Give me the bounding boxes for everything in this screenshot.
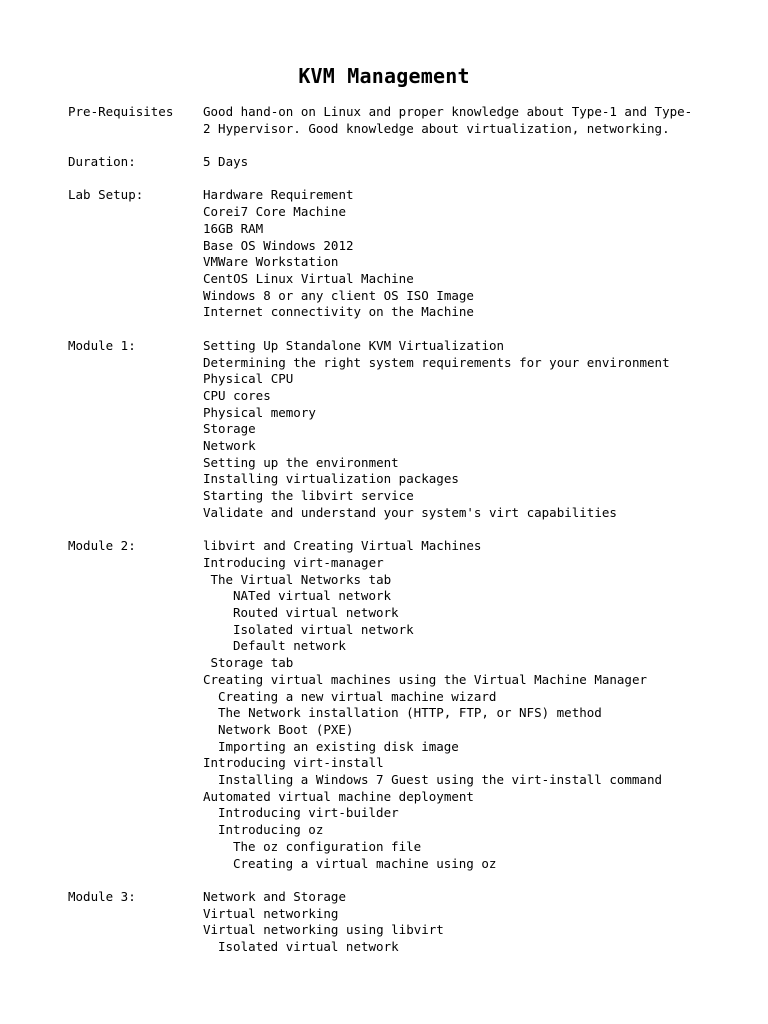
section-label: Duration: xyxy=(68,154,136,170)
section-line: 5 Days xyxy=(203,154,249,170)
section-line: Physical CPU xyxy=(203,371,294,387)
section-line: Creating a new virtual machine wizard xyxy=(218,688,497,704)
section-line: Network xyxy=(203,438,256,454)
section-line: The Virtual Networks tab xyxy=(210,571,392,587)
section-line: Introducing virt-install xyxy=(203,755,384,771)
section-line: Validate and understand your system's virt capabilities xyxy=(203,504,617,520)
section-label: Module 3: xyxy=(68,888,136,904)
outline-section xyxy=(68,889,748,956)
section-line: 2 Hypervisor. Good knowledge about virtualization, networking. xyxy=(203,120,670,136)
section-line: Creating a virtual machine using oz xyxy=(233,855,497,871)
section-content xyxy=(203,338,748,522)
section-line: CPU cores xyxy=(203,387,271,403)
section-label: Lab Setup: xyxy=(68,187,144,203)
section-line: Isolated virtual network xyxy=(233,621,414,637)
section-line: CentOS Linux Virtual Machine xyxy=(203,271,414,286)
outline-section xyxy=(68,187,748,321)
section-line: Physical memory xyxy=(203,404,316,420)
section-line: Storage tab xyxy=(210,655,294,671)
section-line: Starting the libvirt service xyxy=(203,488,414,504)
section-line: Corei7 Core Machine xyxy=(203,204,346,220)
section-line: Windows 8 or any client OS ISO Image xyxy=(203,287,474,303)
section-line: Internet connectivity on the Machine xyxy=(203,304,474,320)
section-line: Creating virtual machines using the Virtual Machine Manager xyxy=(203,671,648,687)
section-label: Pre-Requisites xyxy=(68,104,174,119)
section-line: Good hand-on on Linux and proper knowledge about Type-1 and Type- xyxy=(203,104,693,119)
section-line: Setting up the environment xyxy=(203,454,399,470)
section-line: Automated virtual machine deployment xyxy=(203,788,474,804)
section-line: The oz configuration file xyxy=(233,838,422,854)
section-line: Base OS Windows 2012 xyxy=(203,237,354,253)
section-content xyxy=(203,104,748,137)
section-label: Module 2: xyxy=(68,538,136,554)
section-line: Installing virtualization packages xyxy=(203,471,459,487)
section-line: Introducing virt-manager xyxy=(203,554,384,570)
section-line: 16GB RAM xyxy=(203,220,264,236)
outline-section xyxy=(68,338,748,522)
section-line: Network and Storage xyxy=(203,888,346,904)
section-line: Virtual networking using libvirt xyxy=(203,922,444,938)
section-content xyxy=(203,154,748,171)
section-line: Installing a Windows 7 Guest using the virt-install command xyxy=(218,772,663,788)
section-line: Virtual networking xyxy=(203,905,339,921)
section-line: Setting Up Standalone KVM Virtualization xyxy=(203,337,505,353)
section-line: Determining the right system requirements for your environment xyxy=(203,354,670,370)
section-line: VMWare Workstation xyxy=(203,254,339,270)
course-outline xyxy=(68,104,748,972)
outline-section xyxy=(68,538,748,872)
section-line: NATed virtual network xyxy=(233,588,392,604)
outline-section xyxy=(68,104,748,137)
document-title: KVM Management xyxy=(298,64,470,88)
outline-section xyxy=(68,154,748,171)
section-line: The Network installation (HTTP, FTP, or NFS) method xyxy=(218,705,602,721)
section-line: libvirt and Creating Virtual Machines xyxy=(203,538,482,554)
section-line: Importing an existing disk image xyxy=(218,738,459,754)
section-line: Storage xyxy=(203,421,256,437)
section-line: Hardware Requirement xyxy=(203,187,354,203)
section-line: Introducing oz xyxy=(218,822,324,838)
section-content xyxy=(203,889,748,956)
section-line: Routed virtual network xyxy=(233,605,399,621)
section-line: Isolated virtual network xyxy=(218,939,399,955)
section-label: Module 1: xyxy=(68,337,136,353)
section-line: Network Boot (PXE) xyxy=(218,721,354,737)
section-content xyxy=(203,187,748,321)
section-content xyxy=(203,538,748,872)
section-line: Default network xyxy=(233,638,346,654)
section-line: Introducing virt-builder xyxy=(218,805,399,821)
